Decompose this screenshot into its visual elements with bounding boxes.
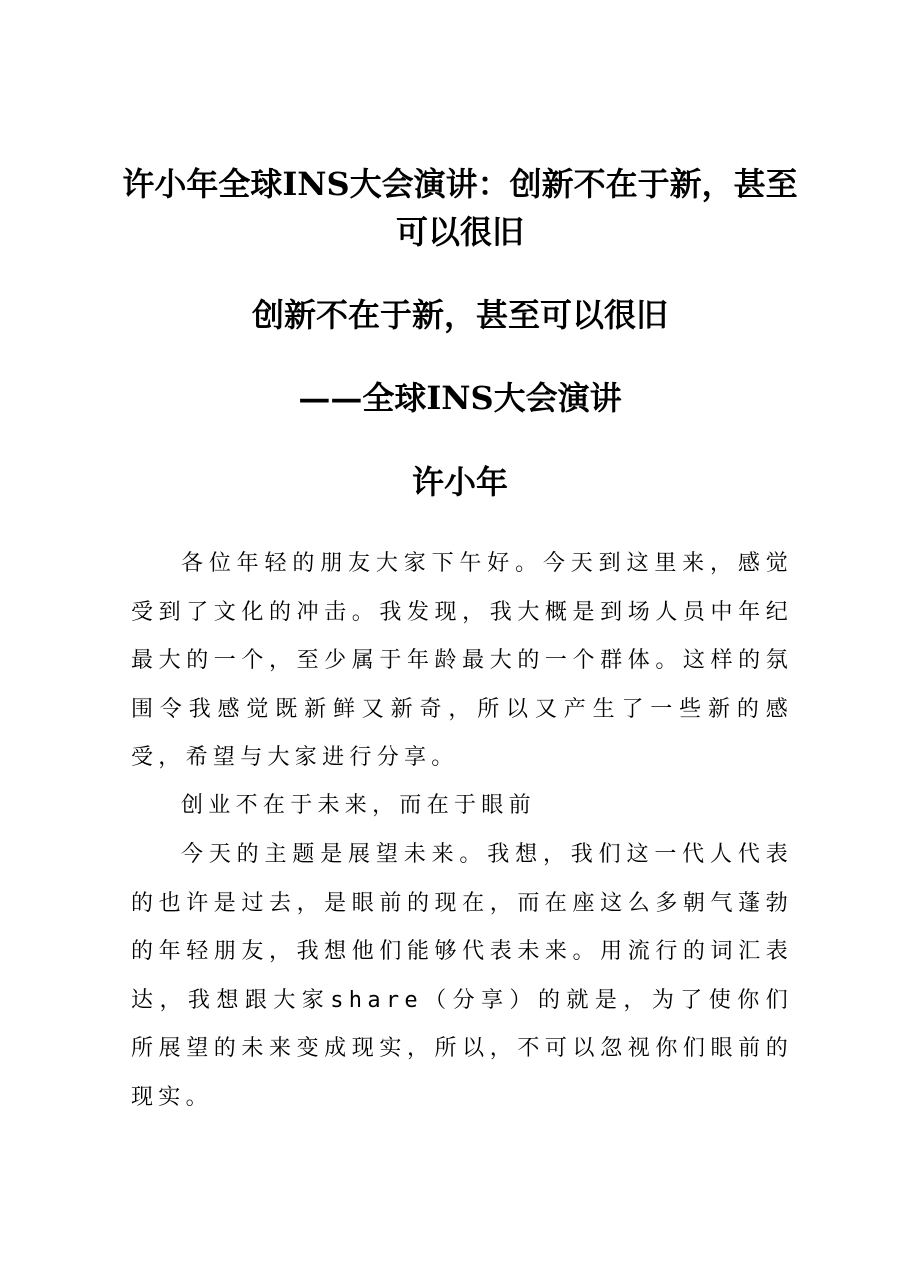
document-subtitle: 创新不在于新，甚至可以很旧: [251, 296, 668, 334]
body-paragraph: 今天的主题是展望未来。我想，我们这一代人代表的也许是过去，是眼前的现在，而在座这么多朝气蓬勃的年轻朋友，我想他们能够代表未来。用流行的词汇表达，我想跟大家share（分享）的就是，为了使你们所展望的未来变成现实，所以，不可以忽视你们眼前的现实。: [131, 842, 793, 1110]
document-title: 许小年全球INS大会演讲：创新不在于新，甚至可以很旧: [122, 165, 798, 251]
body-paragraph: 各位年轻的朋友大家下午好。今天到这里来，感觉受到了文化的冲击。我发现，我大概是到场人员中年纪最大的一个，至少属于年龄最大的一个群体。这样的氛围令我感觉既新鲜又新奇，所以又产生了一些新的感受，希望与大家进行分享。: [131, 551, 793, 770]
author-name: 许小年: [411, 463, 508, 501]
event-line: ——全球INS大会演讲: [298, 379, 622, 417]
section-heading: 创业不在于未来，而在于眼前: [181, 793, 536, 818]
